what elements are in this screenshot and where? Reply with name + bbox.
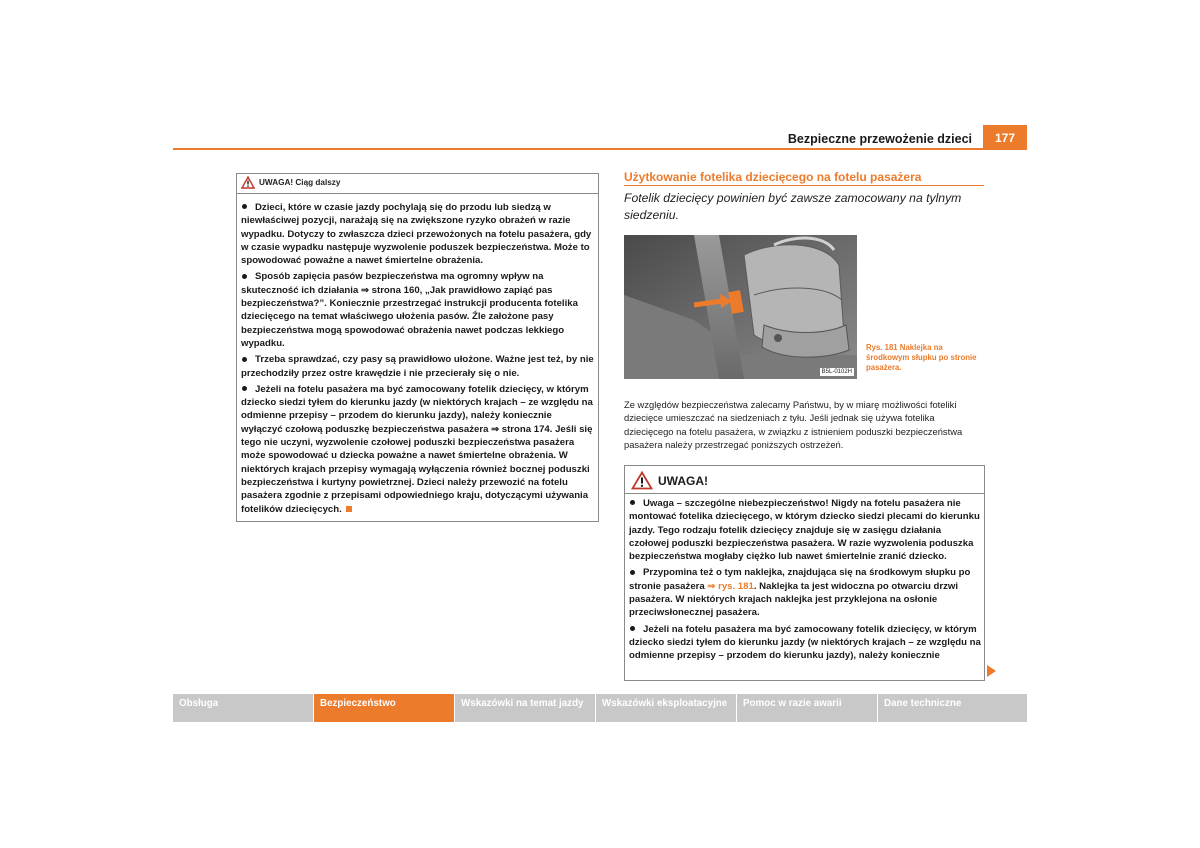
warning-item [629, 623, 983, 663]
warning-continued-box [236, 173, 599, 522]
warning-triangle-icon [241, 176, 255, 189]
figure-door-pillar-sticker [624, 235, 857, 379]
bullet-icon [242, 386, 247, 391]
page-header-title: Bezpieczne przewożenie dzieci [787, 132, 972, 146]
warning-item-text: Trzeba sprawdzać, czy pasy są prawidłowo ułożone. Ważne jest też, by nie przechodziły przez ostre krawędzie i nie przecierały się o nie. [241, 354, 594, 379]
section-divider [624, 185, 984, 186]
warning-item-text: . Naklejka ta jest widoczna po otwarciu drzwi pasażera. W niektórych krajach naklejka jest przyklejona na osłonie przeciwsłonecznej pasażera. [629, 580, 959, 619]
warning-item-text: Jeżeli na fotelu pasażera ma być zamocowany fotelik dziecięcy, w którym dziecko siedzi tyłem do kierunku jazdy (w niektórych krajach – ze względu na odmienne przepisy – przodem do kierunku jazdy), należy koniecznie wyłączyć czołową poduszkę bezpieczeństwa pasażera ⇒ strona 174. Jeśli się tego nie uczyni, wyzwolenie czołowej poduszki bezpieczeństwa pasażera może spowodować u dziecka poważne a nawet śmiertelne obrażenia. W niektórych krajach przepisy wymagają wyłączenia również bocznej poduszki bezpieczeństwa i kurtyny powietrznej. Dzieci należy przewozić na fotelu pasażera zgodnie z przepisami odpowiedniego kraju, dotyczącymi używania fotelików dziecięcych. [241, 383, 593, 515]
warning-box-label: UWAGA! [658, 474, 708, 488]
figure-caption: Rys. 181 Naklejka na środkowym słupku po stronie pasażera. [866, 343, 977, 372]
nav-tab-obsluga[interactable]: Obsługa [173, 694, 313, 722]
nav-tab-bezpieczenstwo[interactable]: Bezpieczeństwo [314, 694, 454, 722]
warning-item [241, 353, 594, 380]
nav-tab-wskazowki-jazdy[interactable]: Wskazówki na temat jazdy [455, 694, 595, 722]
warning-item [241, 201, 594, 267]
warning-item-text: Jeżeli na fotelu pasażera ma być zamocowany fotelik dziecięcy, w którym dziecko siedzi tyłem do kierunku jazdy (w niektórych krajach – ze względu na odmienne przepisy – przodem do kierunku jazdy), należy koniecznie [629, 623, 981, 662]
warning-item-text: Sposób zapięcia pasów bezpieczeństwa ma ogromny wpływ na skuteczność ich działania ⇒ strona 160, „Jak prawidłowo zapiąć pas bezpieczeństwa?”. Koniecznie przestrzegać instrukcji producenta fotelika dziecięcego na temat właściwego ułożenia pasów. Źle założone pasy bezpieczeństwa mogą spowodować obrażenia nawet podczas lekkiego wypadku. [241, 271, 578, 349]
warning-continued-label: UWAGA! Ciąg dalszy [259, 178, 341, 187]
figure-reference-link[interactable]: ⇒ rys. 181 [707, 580, 754, 592]
warning-item [629, 497, 983, 563]
figure-code: B5L-0102H [821, 369, 852, 375]
warning-box-header [625, 466, 984, 494]
bullet-icon [242, 204, 247, 209]
warning-triangle-icon [631, 471, 653, 490]
nav-tab-dane-techniczne[interactable]: Dane techniczne [878, 694, 1027, 722]
header-divider [173, 148, 983, 150]
page-number: 177 [983, 125, 1027, 150]
nav-tab-wskazowki-eksploatacyjne[interactable]: Wskazówki eksploatacyjne [596, 694, 736, 722]
section-intro: Fotelik dziecięcy powinien być zawsze zamocowany na tylnym siedzeniu. [624, 191, 962, 222]
end-marker-icon [346, 506, 352, 512]
car-interior-illustration [624, 235, 857, 379]
warning-box-body [629, 497, 983, 666]
chapter-nav [173, 694, 1027, 722]
bullet-icon [242, 274, 247, 279]
warning-item-text: Przypomina też o tym naklejka, znajdująca się na środkowym słupku po stronie pasażera [629, 567, 971, 592]
warning-item [241, 270, 594, 350]
nav-tab-pomoc-awarii[interactable]: Pomoc w razie awarii [737, 694, 877, 722]
bullet-icon [630, 626, 635, 631]
bullet-icon [242, 357, 247, 362]
warning-item-text: Uwaga – szczególne niebezpieczeństwo! Nigdy na fotelu pasażera nie montować fotelika dziecięcego, w którym dziecko siedzi plecami do kierunku jazdy. Tego rodzaju fotelik dziecięcy znajduje się w zasięgu działania czołowej poduszki bezpieczeństwa pasażera. W razie wyzwolenia poduszka bezpieczeństwa mogłaby ciężko lub nawet śmiertelnie zranić dziecko. [629, 498, 980, 563]
bullet-icon [630, 500, 635, 505]
warning-item [241, 383, 594, 516]
warning-box [624, 465, 985, 681]
warning-item [629, 566, 983, 619]
warning-continued-header [237, 174, 598, 194]
body-paragraph: Ze względów bezpieczeństwa zalecamy Państwu, by w miarę możliwości foteliki dziecięce umieszczać na siedzeniach z tyłu. Jeśli jednak się używa fotelika dziecięcego na fotelu pasażera, w związku z istnieniem poduszki bezpieczeństwa pasażera należy przestrzegać poniższych ostrzeżeń. [624, 399, 963, 450]
warning-continued-body [241, 201, 594, 519]
warning-item-text: Dzieci, które w czasie jazdy pochylają się do przodu lub siedzą w niewłaściwej pozycji, narażają się na zwiększone ryzyko obrażeń w razie wypadku. Dotyczy to zwłaszcza dzieci przewożonych na fotelu pasażera, gdy w czasie wypadku następuje wyzwolenie poduszek bezpieczeństwa. Może to spowodować poważne a nawet śmiertelne obrażenia. [241, 202, 592, 267]
section-title: Użytkowanie fotelika dziecięcego na fotelu pasażera [624, 170, 922, 184]
continue-arrow-icon [987, 665, 996, 677]
bullet-icon [630, 570, 635, 575]
